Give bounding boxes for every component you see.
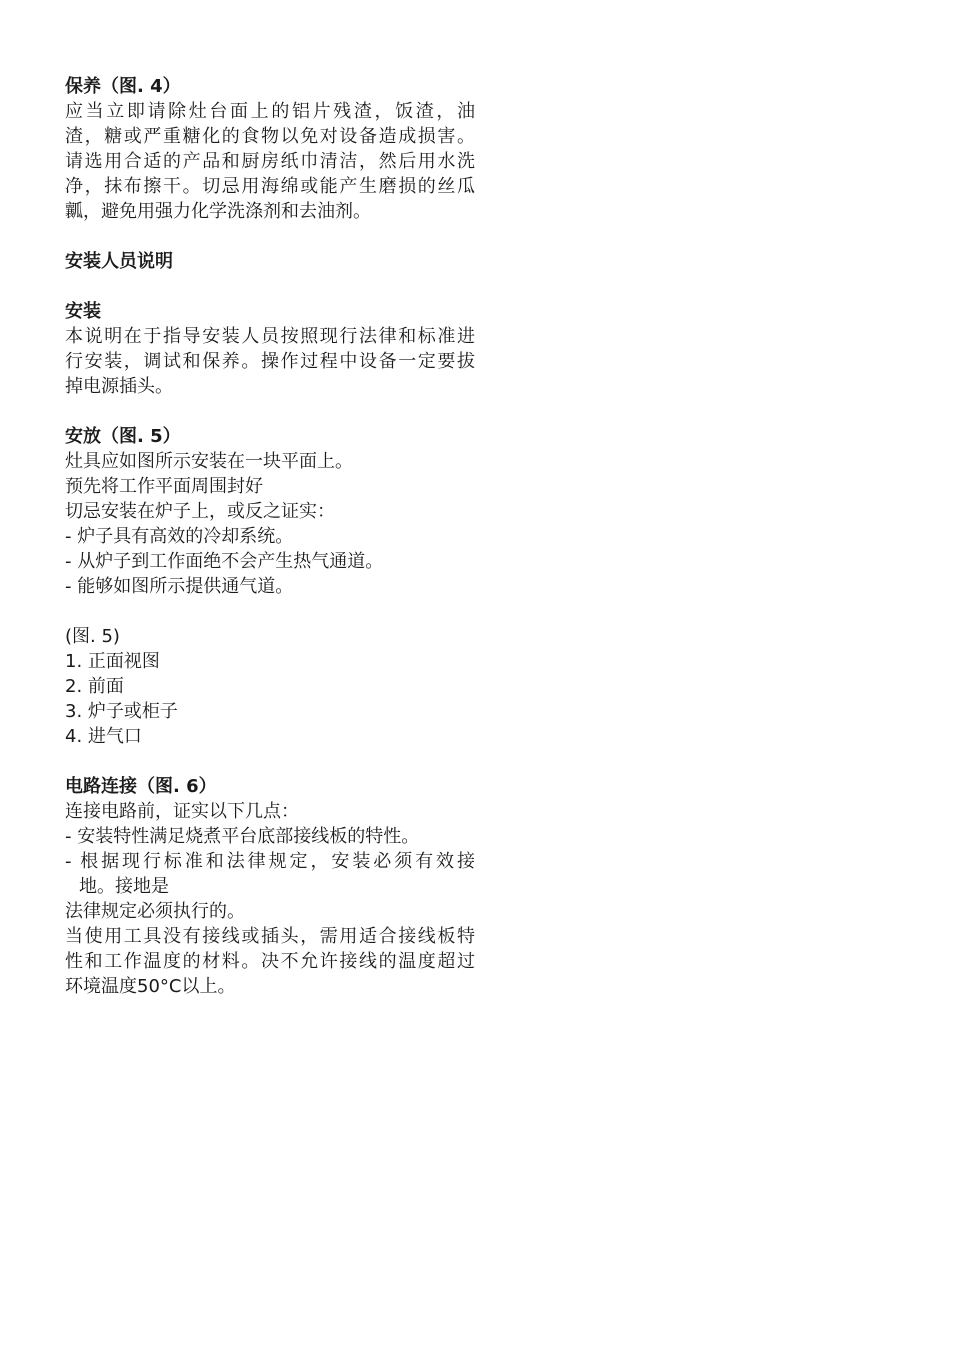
placement-heading: 安放（图. 5） <box>65 426 181 447</box>
figure5-item: 1. 正面视图 <box>65 651 160 672</box>
maintenance-line: 应当立即请除灶台面上的铝片残渣，饭渣，油 <box>65 101 475 122</box>
placement-bullet: - 能够如图所示提供通气道。 <box>65 576 294 597</box>
figure5-item: 4. 进气口 <box>65 726 142 747</box>
maintenance-line: 渣，糖或严重糖化的食物以免对设备造成损害。 <box>65 126 475 147</box>
figure5-title: (图. 5) <box>65 626 120 647</box>
maintenance-line: 净，抹布擦干。切忌用海绵或能产生磨损的丝瓜 <box>65 176 475 197</box>
electrical-bullet: - 根据现行标准和法律规定，安装必须有效接 <box>65 851 475 872</box>
placement-bullet: - 炉子具有高效的冷却系统。 <box>65 526 294 547</box>
placement-line: 灶具应如图所示安装在一块平面上。 <box>65 451 353 472</box>
electrical-bullet: - 安装特性满足烧煮平台底部接线板的特性。 <box>65 826 420 847</box>
maintenance-line: 瓤，避免用强力化学洗涤剂和去油剂。 <box>65 201 371 222</box>
electrical-line: 性和工作温度的材料。决不允许接线的温度超过 <box>65 951 475 972</box>
installation-line: 本说明在于指导安装人员按照现行法律和标准进 <box>65 326 475 347</box>
figure5-item: 3. 炉子或柜子 <box>65 701 178 722</box>
installation-line: 掉电源插头。 <box>65 376 173 397</box>
placement-bullet: - 从炉子到工作面绝不会产生热气通道。 <box>65 551 384 572</box>
figure5-item: 2. 前面 <box>65 676 124 697</box>
installation-line: 行安装，调试和保养。操作过程中设备一定要拔 <box>65 351 475 372</box>
placement-line: 预先将工作平面周围封好 <box>65 476 263 497</box>
document-column <box>65 74 475 999</box>
electrical-line: 环境温度50°C以上。 <box>65 976 236 997</box>
maintenance-heading: 保养（图. 4） <box>65 76 181 97</box>
installer-notes-heading: 安装人员说明 <box>65 251 173 272</box>
electrical-line: 法律规定必须执行的。 <box>65 901 245 922</box>
placement-line: 切忌安装在炉子上，或反之证实： <box>65 501 335 522</box>
electrical-bullet-continued: 地。接地是 <box>79 876 169 897</box>
electrical-line: 当使用工具没有接线或插头，需用适合接线板特 <box>65 926 475 947</box>
installation-heading: 安装 <box>65 301 101 322</box>
electrical-heading: 电路连接（图. 6） <box>65 776 217 797</box>
electrical-line: 连接电路前，证实以下几点： <box>65 801 299 822</box>
maintenance-line: 请选用合适的产品和厨房纸巾清洁，然后用水洗 <box>65 151 475 172</box>
